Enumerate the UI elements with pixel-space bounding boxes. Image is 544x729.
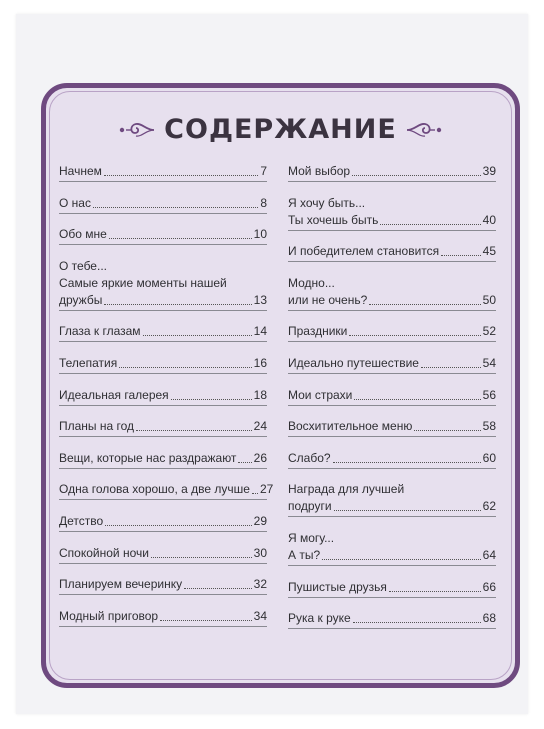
- toc-page-number: 58: [482, 419, 496, 434]
- title-row: [46, 114, 515, 145]
- page-title: СОДЕРЖАНИЕ: [164, 114, 397, 145]
- toc-entry-label: дружбы: [59, 292, 103, 307]
- toc-entry[interactable]: [59, 418, 267, 437]
- dot-leader: [119, 367, 251, 368]
- entry-underline: [288, 628, 496, 629]
- toc-entry[interactable]: [288, 243, 496, 262]
- dot-leader: [184, 588, 252, 589]
- toc-entry[interactable]: [288, 530, 496, 566]
- entry-underline: [59, 626, 267, 627]
- toc-entry-label: Восхитительное меню: [288, 419, 413, 434]
- dot-leader: [441, 255, 480, 256]
- dot-leader: [380, 224, 480, 225]
- toc-page-number: 24: [253, 419, 267, 434]
- toc-entry[interactable]: [59, 513, 267, 532]
- dot-leader: [322, 559, 481, 560]
- entry-underline: [59, 244, 267, 245]
- contents-column-left: [59, 163, 274, 639]
- toc-entry-line: О тебе...: [59, 258, 107, 273]
- dot-leader: [136, 430, 252, 431]
- toc-page-number: 10: [253, 227, 267, 242]
- toc-entry-line: Модно...: [288, 275, 335, 290]
- entry-underline: [288, 516, 496, 517]
- entry-underline: [288, 181, 496, 182]
- toc-entry[interactable]: [288, 481, 496, 517]
- toc-entry[interactable]: [288, 579, 496, 598]
- toc-entry-label: Мои страхи: [288, 387, 353, 402]
- entry-underline: [288, 468, 496, 469]
- toc-entry-label: Идеальная галерея: [59, 387, 169, 402]
- toc-entry-label: Рука к руке: [288, 611, 351, 626]
- right-flourish-icon: [405, 119, 445, 141]
- toc-entry[interactable]: [59, 163, 267, 182]
- dot-leader: [160, 620, 252, 621]
- toc-entry[interactable]: [288, 355, 496, 374]
- toc-entry-label: Вещи, которые нас раздражают: [59, 450, 237, 465]
- toc-entry-label: Мой выбор: [288, 164, 351, 178]
- toc-page-number: 39: [482, 164, 496, 178]
- toc-page-number: 29: [253, 513, 267, 528]
- toc-entry-label: или не очень?: [288, 292, 368, 307]
- toc-entry-label: Телепатия: [59, 355, 118, 370]
- toc-page-number: 56: [482, 387, 496, 402]
- toc-entry[interactable]: [288, 610, 496, 629]
- entry-underline: [59, 310, 267, 311]
- entry-underline: [288, 373, 496, 374]
- toc-entry[interactable]: [288, 450, 496, 469]
- toc-page-number: 68: [482, 611, 496, 626]
- dot-leader: [421, 367, 481, 368]
- toc-page-number: 27: [259, 482, 274, 497]
- toc-entry-label: Планируем вечеринку: [59, 577, 183, 592]
- toc-entry-label: Глаза к глазам: [59, 324, 141, 339]
- book-page: [16, 14, 528, 714]
- toc-entry[interactable]: [288, 275, 496, 311]
- toc-entry[interactable]: [59, 608, 267, 627]
- toc-page-number: 64: [482, 547, 496, 562]
- toc-entry-label: А ты?: [288, 547, 321, 562]
- contents-column-right: [288, 163, 496, 642]
- entry-underline: [59, 405, 267, 406]
- toc-page-number: 40: [482, 212, 496, 227]
- dot-leader: [151, 557, 252, 558]
- dot-leader: [333, 462, 481, 463]
- entry-underline: [288, 405, 496, 406]
- toc-entry-line: Самые яркие моменты нашей: [59, 275, 227, 290]
- toc-entry-label: подруги: [288, 499, 332, 514]
- toc-page-number: 16: [253, 355, 267, 370]
- toc-page-number: 7: [260, 164, 267, 178]
- toc-page-number: 30: [253, 545, 267, 560]
- toc-entry-label: Модный приговор: [59, 608, 159, 623]
- toc-page-number: 18: [253, 387, 267, 402]
- toc-entry[interactable]: [288, 163, 496, 182]
- toc-entry-label: О нас: [59, 195, 91, 210]
- toc-entry[interactable]: [59, 195, 267, 214]
- dot-leader: [334, 510, 481, 511]
- entry-underline: [288, 230, 496, 231]
- entry-underline: [288, 341, 496, 342]
- dot-leader: [93, 207, 258, 208]
- entry-underline: [288, 261, 496, 262]
- dot-leader: [104, 304, 251, 305]
- toc-entry-line: Награда для лучшей: [288, 482, 405, 497]
- toc-entry-label: Одна голова хорошо, а две лучше: [59, 482, 250, 497]
- toc-entry-line: Я хочу быть...: [288, 195, 366, 210]
- left-flourish-icon: [116, 119, 156, 141]
- toc-page-number: 14: [253, 324, 267, 339]
- dot-leader: [238, 462, 251, 463]
- toc-entry-label: Спокойной ночи: [59, 545, 149, 560]
- toc-page-number: 52: [482, 324, 496, 339]
- toc-entry-label: Обо мне: [59, 227, 107, 242]
- entry-underline: [59, 213, 267, 214]
- toc-page-number: 54: [482, 355, 496, 370]
- entry-underline: [59, 499, 267, 500]
- dot-leader: [109, 238, 252, 239]
- entry-underline: [288, 310, 496, 311]
- toc-entry[interactable]: [288, 387, 496, 406]
- toc-page-number: 45: [482, 244, 496, 259]
- entry-underline: [288, 597, 496, 598]
- toc-page-number: 34: [253, 608, 267, 623]
- toc-page-number: 32: [253, 577, 267, 592]
- dot-leader: [369, 304, 480, 305]
- dot-leader: [352, 175, 481, 176]
- toc-entry[interactable]: [59, 545, 267, 564]
- entry-underline: [288, 565, 496, 566]
- dot-leader: [349, 335, 480, 336]
- toc-entry[interactable]: [59, 258, 267, 311]
- toc-entry[interactable]: [288, 418, 496, 437]
- entry-underline: [59, 373, 267, 374]
- toc-entry-label: Начнем: [59, 164, 102, 178]
- dot-leader: [354, 399, 480, 400]
- toc-page-number: 60: [482, 450, 496, 465]
- toc-entry[interactable]: [288, 195, 496, 231]
- dot-leader: [389, 591, 481, 592]
- toc-entry[interactable]: [59, 323, 267, 342]
- entry-underline: [59, 531, 267, 532]
- toc-page-number: 50: [482, 292, 496, 307]
- toc-page-number: 62: [482, 499, 496, 514]
- dot-leader: [414, 430, 480, 431]
- contents-frame: [41, 83, 520, 688]
- toc-entry[interactable]: [59, 450, 267, 469]
- toc-entry[interactable]: [59, 576, 267, 595]
- toc-entry-label: Детство: [59, 513, 104, 528]
- toc-entry[interactable]: [59, 355, 267, 374]
- toc-entry-label: Пушистые друзья: [288, 579, 387, 594]
- toc-entry[interactable]: [288, 323, 496, 342]
- dot-leader: [143, 335, 252, 336]
- dot-leader: [104, 175, 258, 176]
- toc-entry-label: Планы на год: [59, 419, 135, 434]
- toc-entry-label: Идеально путешествие: [288, 355, 419, 370]
- toc-page-number: 13: [253, 292, 267, 307]
- toc-entry[interactable]: [59, 481, 274, 500]
- dot-leader: [105, 525, 251, 526]
- entry-underline: [59, 181, 267, 182]
- toc-entry-label: Праздники: [288, 324, 348, 339]
- toc-page-number: 66: [482, 579, 496, 594]
- entry-underline: [59, 341, 267, 342]
- toc-entry-line: Я могу...: [288, 530, 335, 545]
- dot-leader: [171, 399, 252, 400]
- entry-underline: [59, 594, 267, 595]
- dot-leader: [252, 493, 258, 494]
- entry-underline: [59, 468, 267, 469]
- toc-entry-label: Ты хочешь быть: [288, 212, 379, 227]
- toc-page-number: 8: [260, 195, 267, 210]
- toc-entry[interactable]: [59, 226, 267, 245]
- dot-leader: [353, 622, 481, 623]
- entry-underline: [288, 436, 496, 437]
- toc-entry-label: И победителем становится: [288, 244, 440, 259]
- toc-page-number: 26: [253, 450, 267, 465]
- entry-underline: [59, 563, 267, 564]
- toc-entry[interactable]: [59, 387, 267, 406]
- toc-entry-label: Слабо?: [288, 450, 331, 465]
- entry-underline: [59, 436, 267, 437]
